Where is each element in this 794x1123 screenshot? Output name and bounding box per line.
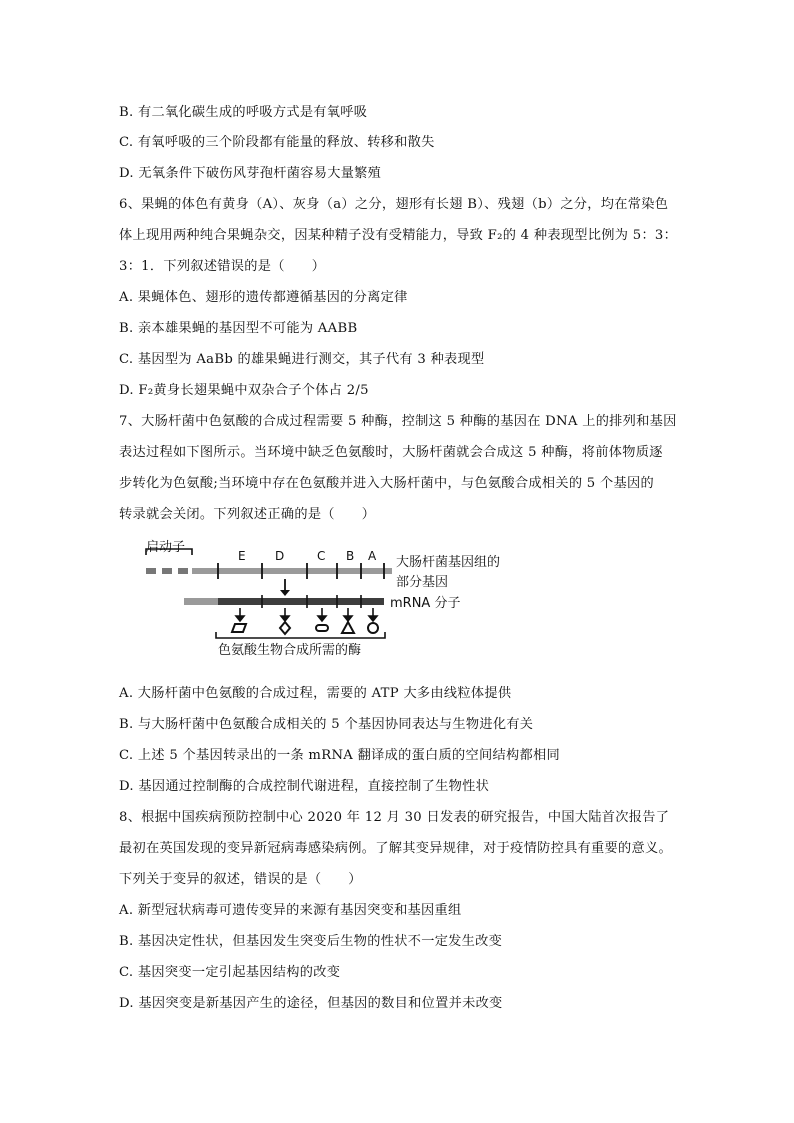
question-6-stem-line-1: 6、果蝇的体色有黄身（A）、灰身（a）之分，翅形有长翅 B）、残翅（b）之分，均在常染色	[119, 197, 669, 212]
option-5d: D. 无氧条件下破伤风芽孢杆菌容易大量繁殖	[119, 166, 382, 181]
question-7-stem-line-3: 步转化为色氨酸;当环境中存在色氨酸并进入大肠杆菌中，与色氨酸合成相关的 5 个基因的	[119, 476, 654, 491]
gene-label-c: C	[317, 549, 326, 563]
translation-arrows	[236, 608, 377, 621]
option-5b: B. 有二氧化碳生成的呼吸方式是有氧呼吸	[119, 105, 368, 120]
option-8d: D. 基因突变是新基因产生的途径，但基因的数目和位置并未改变	[119, 996, 503, 1011]
option-8a: A. 新型冠状病毒可遗传变异的来源有基因突变和基因重组	[119, 903, 462, 918]
option-8c: C. 基因突变一定引起基因结构的改变	[119, 965, 341, 980]
option-6b: B. 亲本雄果蝇的基因型不可能为 AABB	[119, 321, 358, 336]
promoter-segment-3	[178, 568, 188, 574]
enzyme-b-shape	[342, 622, 354, 633]
enzyme-label: 色氨酸生物合成所需的酶	[218, 643, 362, 658]
promoter-label: 启动子	[146, 540, 186, 555]
option-6c: C. 基因型为 AaBb 的雄果蝇进行测交，其子代有 3 种表现型	[119, 352, 485, 367]
enzyme-d-shape	[280, 622, 290, 634]
option-8b: B. 基因决定性状，但基因发生突变后生物的性状不一定发生改变	[119, 934, 503, 949]
question-8-stem-line-3: 下列关于变异的叙述，错误的是（ ）	[119, 872, 362, 887]
question-7-stem-line-2: 表达过程如下图所示。当环境中缺乏色氨酸时，大肠杆菌就会合成这 5 种酶，将前体物质逐	[119, 445, 663, 460]
gene-label-e: E	[238, 549, 246, 563]
promoter-segment-1	[146, 568, 156, 574]
option-7c: C. 上述 5 个基因转录出的一条 mRNA 翻译成的蛋白质的空间结构都相同	[119, 748, 560, 763]
enzyme-e-shape	[232, 624, 246, 632]
transcription-arrowhead	[280, 590, 290, 596]
gene-label-d: D	[275, 549, 285, 563]
gene-label-b: B	[346, 549, 355, 563]
enzyme-a-shape	[368, 623, 378, 633]
question-6-stem-line-2: 体上现用两种纯合果蝇杂交，因某种精子没有受精能力，导致 F₂的 4 种表现型比例为 5：3：	[119, 228, 678, 243]
promoter-segment-2	[162, 568, 172, 574]
gene-label-a: A	[368, 549, 377, 563]
trp-operon-diagram	[140, 533, 540, 668]
question-7-stem-line-4: 转录就会关闭。下列叙述正确的是（ ）	[119, 507, 376, 522]
question-7-stem-line-1: 7、大肠杆菌中色氨酸的合成过程需要 5 种酶，控制这 5 种酶的基因在 DNA 上的排列和基因	[119, 414, 677, 429]
option-7b: B. 与大肠杆菌中色氨酸合成相关的 5 个基因协同表达与生物进化有关	[119, 717, 534, 732]
genome-label-line-2: 部分基因	[396, 575, 449, 590]
enzyme-c-shape	[316, 625, 328, 631]
question-8-stem-line-1: 8、根据中国疾病预防控制中心 2020 年 12 月 30 日发表的研究报告，中国大陆首次报告了	[119, 810, 670, 825]
mrna-label: mRNA 分子	[390, 596, 461, 611]
option-7a: A. 大肠杆菌中色氨酸的合成过程，需要的 ATP 大多由线粒体提供	[119, 686, 512, 701]
mrna-coding-bar	[218, 598, 384, 605]
genome-dna-bar	[192, 568, 392, 574]
question-8-stem-line-2: 最初在英国发现的变异新冠病毒感染病例。了解其变异规律，对于疫情防控具有重要的意义。	[119, 841, 672, 856]
option-6a: A. 果蝇体色、翅形的遗传都遵循基因的分离定律	[119, 290, 408, 305]
option-6d: D. F₂黄身长翅果蝇中双杂合子个体占 2/5	[119, 383, 369, 398]
option-5c: C. 有氧呼吸的三个阶段都有能量的释放、转移和散失	[119, 135, 435, 150]
genome-label-line-1: 大肠杆菌基因组的	[396, 555, 501, 570]
question-6-stem-line-3: 3：1．下列叙述错误的是（ ）	[119, 259, 326, 274]
option-7d: D. 基因通过控制酶的合成控制代谢进程，直接控制了生物性状	[119, 779, 490, 794]
